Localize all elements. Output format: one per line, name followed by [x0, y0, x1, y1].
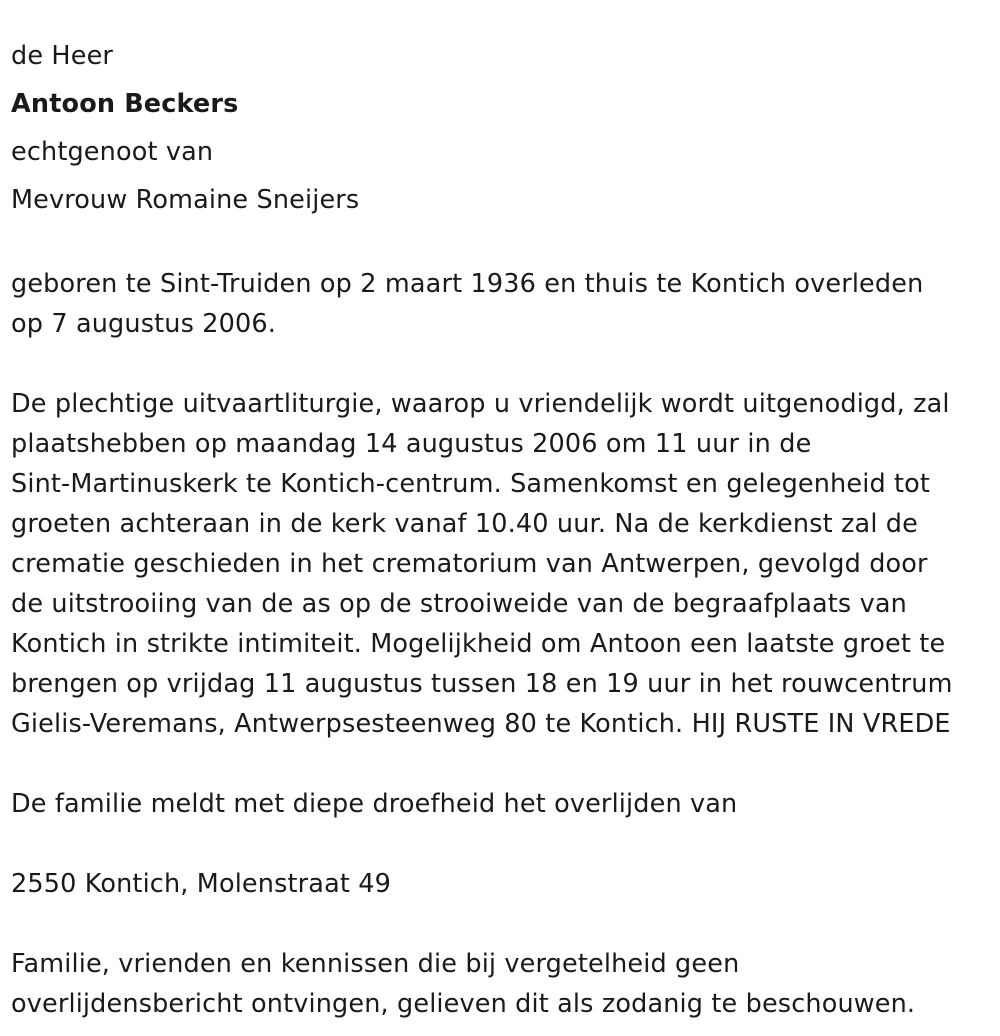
text-line: de uitstrooiing van de as op de strooiweide van de begraafplaats van: [11, 589, 907, 619]
text-line: Sint-Martinuskerk te Kontich-centrum. Samenkomst en gelegenheid tot: [11, 469, 931, 499]
address-text: 2550 Kontich, Molenstraat 49: [11, 869, 392, 899]
announcement-text: De familie meldt met diepe droefheid het overlijden van: [11, 789, 738, 819]
closing-paragraph: [11, 944, 996, 1024]
deceased-name: Antoon Beckers: [11, 89, 239, 119]
announcement-paragraph: [11, 784, 996, 824]
text-line: brengen op vrijdag 11 augustus tussen 18 en 19 uur in het rouwcentrum: [11, 669, 953, 699]
address-paragraph: [11, 864, 996, 904]
honorific: de Heer: [11, 41, 114, 71]
birth-death-paragraph: [11, 264, 996, 344]
text-line: groeten achteraan in de kerk vanaf 10.40 uur. Na de kerkdienst zal de: [11, 509, 918, 539]
text-line: crematie geschieden in het crematorium van Antwerpen, gevolgd door: [11, 549, 928, 579]
funeral-paragraph: [11, 384, 996, 744]
text-line: plaatshebben op maandag 14 augustus 2006 om 11 uur in de: [11, 429, 812, 459]
text-line: Familie, vrienden en kennissen die bij vergetelheid geen: [11, 949, 740, 979]
text-line: overlijdensbericht ontvingen, gelieven dit als zodanig te beschouwen.: [11, 989, 916, 1019]
text-line: op 7 augustus 2006.: [11, 309, 277, 339]
spouse-name: Mevrouw Romaine Sneijers: [11, 185, 360, 215]
text-line: geboren te Sint-Truiden op 2 maart 1936 en thuis te Kontich overleden: [11, 269, 924, 299]
text-line: Kontich in strikte intimiteit. Mogelijkheid om Antoon een laatste groet te: [11, 629, 946, 659]
relation-text: echtgenoot van: [11, 137, 214, 167]
text-line: De plechtige uitvaartliturgie, waarop u vriendelijk wordt uitgenodigd, zal: [11, 389, 950, 419]
text-line: Gielis-Veremans, Antwerpsesteenweg 80 te Kontich. HIJ RUSTE IN VREDE: [11, 709, 951, 739]
header-block: [11, 32, 996, 224]
obituary-notice: [11, 0, 996, 1024]
